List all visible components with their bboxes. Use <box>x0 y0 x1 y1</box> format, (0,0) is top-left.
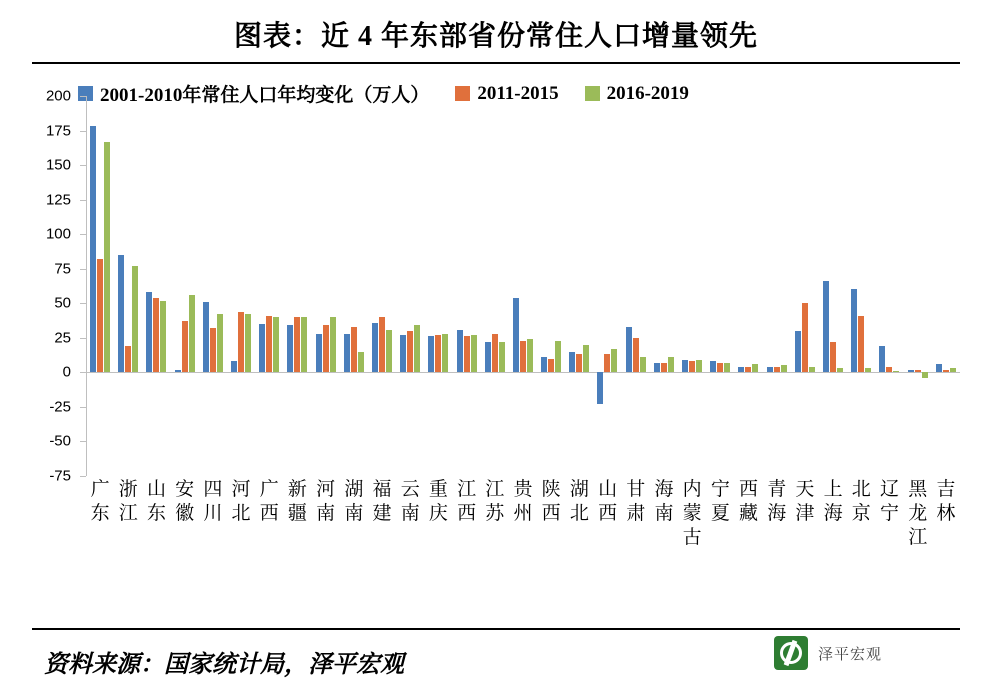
bar-series-container <box>86 96 960 476</box>
bar <box>696 360 702 372</box>
bar <box>435 335 441 372</box>
title-divider-top <box>32 62 960 64</box>
bar <box>710 361 716 372</box>
bar-group <box>875 96 903 476</box>
bar <box>104 142 110 373</box>
bar <box>273 317 279 372</box>
x-axis-label: 甘 肃 <box>626 479 646 524</box>
bar <box>583 345 589 373</box>
bar <box>442 334 448 373</box>
x-axis-label: 西 藏 <box>739 479 759 524</box>
x-axis-label: 山 西 <box>598 479 618 524</box>
bar <box>372 323 378 373</box>
x-axis-label: 内 蒙 古 <box>682 479 702 548</box>
bar <box>774 367 780 373</box>
bar-group <box>453 96 481 476</box>
x-axis-label: 辽 宁 <box>880 479 900 524</box>
bar <box>597 372 603 404</box>
bar-group <box>593 96 621 476</box>
x-axis-label: 宁 夏 <box>710 479 730 524</box>
bar-group <box>171 96 199 476</box>
chart-title-bar <box>32 8 960 60</box>
bar <box>626 327 632 373</box>
bar <box>316 334 322 373</box>
bar <box>245 314 251 372</box>
bar-group <box>368 96 396 476</box>
x-axis-label: 江 苏 <box>485 479 505 524</box>
x-axis-label: 云 南 <box>400 479 420 524</box>
y-tick-label: 125 <box>45 191 71 209</box>
bar <box>802 303 808 372</box>
y-tick-label: 50 <box>54 294 71 312</box>
x-axis-label: 天 津 <box>795 479 815 524</box>
y-tick-label: 25 <box>54 329 71 347</box>
bar <box>767 367 773 373</box>
x-axis-label: 黑 龙 江 <box>908 479 928 548</box>
bar <box>541 357 547 372</box>
bar <box>851 289 857 372</box>
bar <box>830 342 836 372</box>
bar <box>90 126 96 372</box>
bar <box>189 295 195 372</box>
bar <box>781 365 787 372</box>
bar <box>943 370 949 373</box>
x-axis-label: 上 海 <box>823 479 843 524</box>
bar <box>118 255 124 372</box>
bar <box>682 360 688 372</box>
bar-group <box>734 96 762 476</box>
bar <box>633 338 639 373</box>
bar-group <box>650 96 678 476</box>
y-tick-label: -75 <box>49 467 71 485</box>
x-axis-label: 海 南 <box>654 479 674 524</box>
bar-group <box>791 96 819 476</box>
bar <box>344 334 350 373</box>
bar-group <box>847 96 875 476</box>
x-axis-label: 广 东 <box>90 479 110 524</box>
bar-group <box>227 96 255 476</box>
bar <box>217 314 223 372</box>
green-compass-logo-icon <box>774 636 808 670</box>
bar <box>879 346 885 372</box>
x-axis-label: 青 海 <box>767 479 787 524</box>
x-axis-label: 湖 北 <box>569 479 589 524</box>
bar <box>400 335 406 372</box>
bar <box>97 259 103 372</box>
bar <box>386 330 392 373</box>
bar <box>210 328 216 372</box>
bar <box>611 349 617 372</box>
y-tick-label: 150 <box>45 156 71 174</box>
bar <box>604 354 610 372</box>
x-axis-labels <box>86 478 960 618</box>
bar-group <box>312 96 340 476</box>
x-axis-label: 河 南 <box>316 479 336 524</box>
bar <box>548 359 554 373</box>
y-tick-label: -25 <box>49 398 71 416</box>
bar <box>428 336 434 372</box>
bar <box>689 361 695 372</box>
source-note: 资料来源：国家统计局，泽平宏观 <box>44 652 404 678</box>
bar <box>640 357 646 372</box>
y-tick-label: 0 <box>62 363 71 381</box>
y-tick-label: 200 <box>45 87 71 105</box>
bar <box>492 334 498 373</box>
y-tick-label: -50 <box>49 432 71 450</box>
bar-group <box>819 96 847 476</box>
bar <box>323 325 329 372</box>
bar <box>908 370 914 373</box>
bar <box>414 325 420 372</box>
bar-group <box>622 96 650 476</box>
bar <box>668 357 674 372</box>
bar-group <box>255 96 283 476</box>
bar <box>576 354 582 372</box>
x-axis-label: 浙 江 <box>118 479 138 524</box>
bar-group <box>424 96 452 476</box>
bar-group <box>481 96 509 476</box>
bar-group <box>537 96 565 476</box>
bar <box>203 302 209 372</box>
bar <box>499 342 505 372</box>
bar <box>865 368 871 372</box>
bar <box>146 292 152 372</box>
bar <box>358 352 364 373</box>
x-axis-label: 吉 林 <box>936 479 956 524</box>
x-axis-label: 重 庆 <box>428 479 448 524</box>
x-axis-label: 河 北 <box>231 479 251 524</box>
bar <box>175 370 181 373</box>
bar <box>125 346 131 372</box>
bar-group <box>340 96 368 476</box>
bar <box>886 367 892 373</box>
bar-group <box>904 96 932 476</box>
bar <box>132 266 138 372</box>
bar <box>407 331 413 372</box>
x-axis-label: 湖 南 <box>344 479 364 524</box>
bar <box>527 339 533 372</box>
bar <box>795 331 801 372</box>
x-axis-label: 山 东 <box>146 479 166 524</box>
bar-group <box>509 96 537 476</box>
bar-group <box>396 96 424 476</box>
bar <box>745 367 751 373</box>
x-axis-label: 贵 州 <box>513 479 533 524</box>
bar <box>266 316 272 373</box>
x-axis-label: 安 徽 <box>175 479 195 524</box>
bar-group <box>932 96 960 476</box>
bar <box>301 317 307 372</box>
bar <box>837 368 843 372</box>
bar <box>182 321 188 372</box>
legend-label: 2016-2019 <box>606 82 689 104</box>
bar <box>259 324 265 372</box>
bar <box>330 317 336 372</box>
y-tick-label: 100 <box>45 225 71 243</box>
bar <box>471 335 477 372</box>
x-axis-label: 新 疆 <box>287 479 307 524</box>
bar <box>238 312 244 373</box>
bar-group <box>199 96 227 476</box>
bar <box>287 325 293 372</box>
bar <box>858 316 864 373</box>
legend-label: 2001-2010年常住人口年均变化（万人） <box>100 85 430 106</box>
bar <box>231 361 237 372</box>
x-axis-label: 福 建 <box>372 479 392 524</box>
bar-group <box>678 96 706 476</box>
bar <box>752 364 758 372</box>
bar <box>661 363 667 373</box>
bar <box>351 327 357 373</box>
watermark <box>774 630 964 676</box>
bar <box>950 368 956 372</box>
y-tick-label: 75 <box>54 260 71 278</box>
bar <box>809 367 815 373</box>
bar <box>717 363 723 373</box>
bar <box>294 317 300 372</box>
bar-group <box>283 96 311 476</box>
bar <box>654 363 660 373</box>
bar <box>738 367 744 373</box>
bar <box>457 330 463 373</box>
x-axis-label: 陕 西 <box>541 479 561 524</box>
bar <box>724 363 730 373</box>
x-axis-label: 江 西 <box>457 479 477 524</box>
bar-group <box>86 96 114 476</box>
bar <box>160 301 166 373</box>
bar <box>513 298 519 373</box>
bar <box>520 341 526 373</box>
bar <box>153 298 159 373</box>
page-title: 图表：近 4 年东部省份常住人口增量领先 <box>233 21 758 52</box>
bar-group <box>142 96 170 476</box>
bar-group <box>763 96 791 476</box>
bar <box>555 341 561 373</box>
watermark-label: 泽平宏观 <box>818 645 883 663</box>
legend-label: 2011-2015 <box>477 82 559 104</box>
x-axis-label: 广 西 <box>259 479 279 524</box>
bar <box>823 281 829 372</box>
y-tick <box>49 467 86 485</box>
bar <box>569 352 575 373</box>
bar-group <box>706 96 734 476</box>
bar <box>915 370 921 373</box>
y-tick-label: 175 <box>45 122 71 140</box>
x-axis-label: 北 京 <box>851 479 871 524</box>
bar <box>936 364 942 372</box>
bar <box>922 372 928 378</box>
bar-group <box>114 96 142 476</box>
bar <box>464 336 470 372</box>
bar <box>893 371 899 372</box>
bar-group <box>565 96 593 476</box>
x-axis-label: 四 川 <box>203 479 223 524</box>
bar <box>379 317 385 372</box>
bar <box>485 342 491 372</box>
